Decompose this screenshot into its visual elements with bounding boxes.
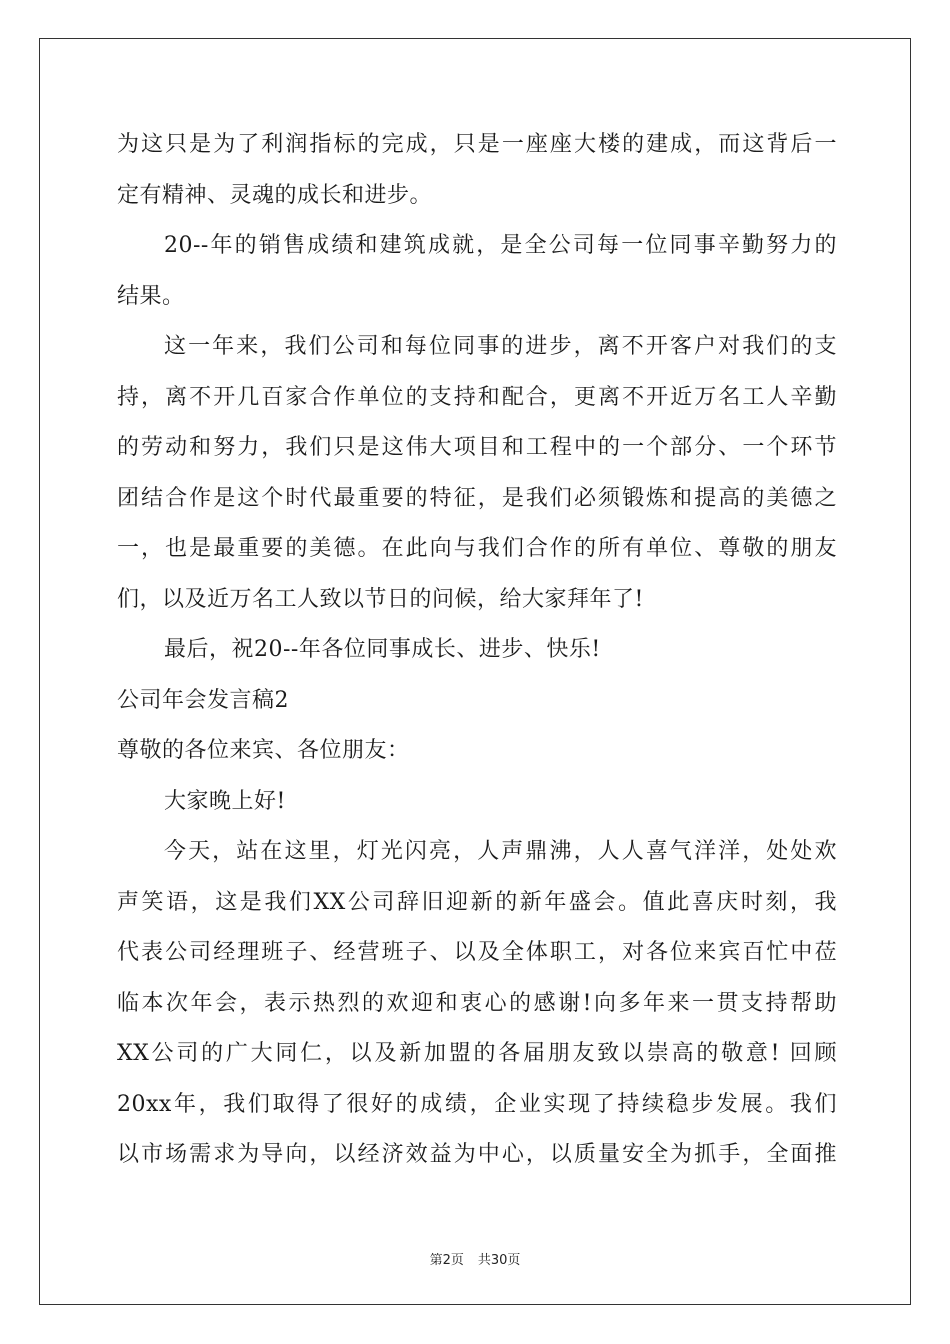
text-line: 20xx年，我们取得了很好的成绩，企业实现了持续稳步发展。我们: [117, 1091, 837, 1117]
text-line: 的劳动和努力，我们只是这伟大项目和工程中的一个部分、一个环节: [117, 435, 837, 460]
text-line: 今天，站在这里，灯光闪亮，人声鼎沸，人人喜气洋洋，处处欢: [164, 839, 837, 864]
text-line: 一，也是最重要的美德。在此向与我们合作的所有单位、尊敬的朋友: [117, 536, 837, 561]
text-line: 尊敬的各位来宾、各位朋友：: [117, 738, 410, 763]
page-total: 共30页: [477, 1253, 521, 1268]
text-line: 这一年来，我们公司和每位同事的进步，离不开客户对我们的支: [164, 334, 837, 359]
text-line: 公司年会发言稿2: [117, 687, 289, 713]
text-line: 20--年的销售成绩和建筑成就，是全公司每一位同事辛勤努力的: [164, 233, 837, 258]
text-line: 临本次年会，表示热烈的欢迎和衷心的感谢!向多年来一贯支持帮助: [117, 990, 837, 1016]
text-line: 声笑语，这是我们XX公司辞旧迎新的新年盛会。值此喜庆时刻，我: [117, 889, 837, 915]
text-line: 们，以及近万名工人致以节日的问候，给大家拜年了!: [117, 586, 644, 612]
text-line: 为这只是为了利润指标的完成，只是一座座大楼的建成，而这背后一: [117, 132, 837, 157]
text-line: 代表公司经理班子、经营班子、以及全体职工，对各位来宾百忙中莅: [117, 940, 837, 965]
page-footer: [0, 1249, 950, 1268]
text-line: 最后，祝20--年各位同事成长、进步、快乐!: [164, 637, 601, 662]
document-body: [117, 120, 837, 1181]
text-line: XX公司的广大同仁，以及新加盟的各届朋友致以崇高的敬意! 回顾: [117, 1041, 837, 1066]
text-line: 定有精神、灵魂的成长和进步。: [117, 182, 433, 208]
page-number: 第2页: [429, 1253, 464, 1268]
text-line: 大家晚上好!: [164, 788, 286, 814]
text-line: 持，离不开几百家合作单位的支持和配合，更离不开近万名工人辛勤: [117, 384, 837, 410]
text-line: 以市场需求为导向，以经济效益为中心，以质量安全为抓手，全面推: [117, 1142, 837, 1167]
text-line: 团结合作是这个时代最重要的特征，是我们必须锻炼和提高的美德之: [117, 485, 837, 511]
text-line: 结果。: [117, 283, 185, 309]
